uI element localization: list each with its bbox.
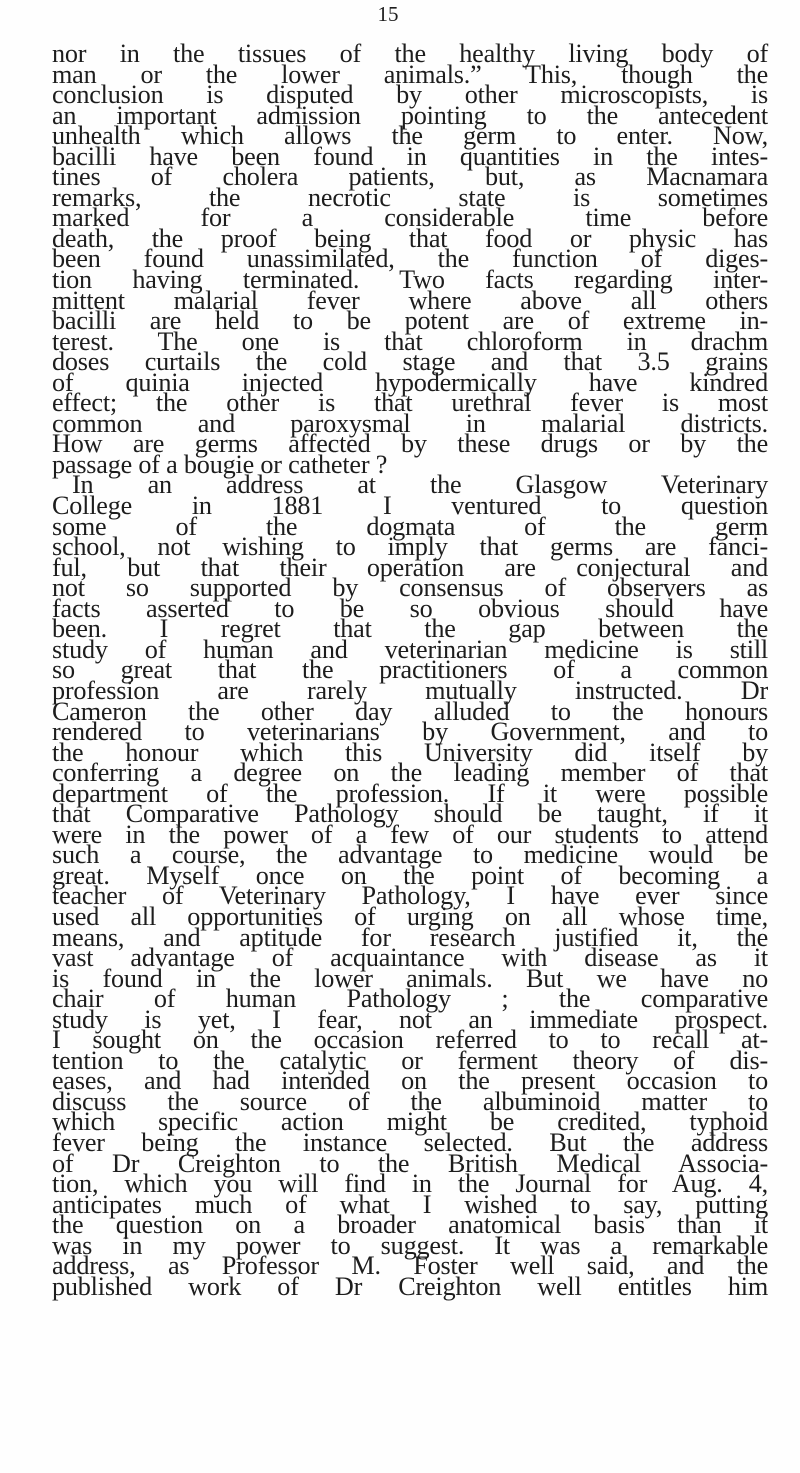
text-line: study is yet, I fear, not an immediate prospect. bbox=[52, 1004, 768, 1034]
text-line: bacilli have been found in quantities in the intes- bbox=[52, 141, 768, 171]
text-line: Cameron the other day alluded to the honours bbox=[52, 696, 768, 726]
text-line: means, and aptitude for research justified it, the bbox=[52, 922, 768, 952]
text-line: was in my power to suggest. It was a remarkable bbox=[52, 1230, 768, 1260]
text-line: conclusion is disputed by other microscopists, is bbox=[52, 80, 768, 110]
text-line: so great that the practitioners of a common bbox=[52, 655, 768, 685]
text-line: not so supported by consensus of observers as bbox=[52, 573, 768, 603]
text-line: such a course, the advantage to medicine would be bbox=[52, 840, 768, 870]
text-line: common and paroxysmal in malarial districts. bbox=[52, 408, 768, 438]
text-line: been. I regret that the gap between the bbox=[52, 614, 768, 644]
text-line: College in 1881 I ventured to question bbox=[52, 491, 768, 521]
text-line: effect; the other is that urethral fever is most bbox=[52, 388, 768, 418]
text-line: used all opportunities of urging on all whose time, bbox=[52, 901, 768, 931]
text-line: tention to the catalytic or ferment theory of dis- bbox=[52, 1045, 768, 1075]
text-line: study of human and veterinarian medicine is still bbox=[52, 634, 768, 664]
text-line: that Comparative Pathology should be taught, if it bbox=[52, 799, 768, 829]
text-line: eases, and had intended on the present occasion to bbox=[52, 1066, 768, 1096]
text-line: passage of a bougie or catheter ? bbox=[52, 449, 388, 479]
text-line: In an address at the Glasgow Veterinary bbox=[72, 470, 768, 500]
text-line: tines of cholera patients, but, as Macnamara bbox=[52, 162, 768, 192]
text-line: published work of Dr Creighton well entitles him bbox=[52, 1271, 768, 1301]
text-line: the question on a broader anatomical basis than it bbox=[52, 1210, 768, 1240]
text-line: is found in the lower animals. But we have no bbox=[52, 963, 768, 993]
text-line: unhealth which allows the germ to enter. Now, bbox=[52, 121, 768, 151]
text-line: fever being the instance selected. But the address bbox=[52, 1127, 768, 1157]
text-line: the honour which this University did itself by bbox=[52, 737, 768, 767]
text-line: teacher of Veterinary Pathology, I have ever since bbox=[52, 881, 768, 911]
text-line: anticipates much of what I wished to say, putting bbox=[52, 1189, 768, 1219]
page-number: 15 bbox=[377, 2, 399, 26]
text-line: remarks, the necrotic state is sometimes bbox=[52, 182, 768, 212]
text-line: were in the power of a few of our students to attend bbox=[52, 819, 768, 849]
text-line: marked for a considerable time before bbox=[52, 203, 768, 233]
text-line: tion, which you will find in the Journal for Aug. 4, bbox=[52, 1169, 768, 1199]
text-line: been found unassimilated, the function of diges- bbox=[52, 244, 768, 274]
text-line: How are germs affected by these drugs or by the bbox=[52, 429, 768, 459]
text-line: nor in the tissues of the healthy living body of bbox=[52, 39, 768, 68]
text-line: profession are rarely mutually instructed. Dr bbox=[52, 675, 768, 705]
text-line: address, as Professor M. Foster well said, and the bbox=[52, 1251, 768, 1281]
text-line: conferring a degree on the leading member of that bbox=[52, 758, 768, 788]
text-line: ful, but that their operation are conjectural and bbox=[52, 552, 768, 582]
text-line: chair of human Pathology ; the comparative bbox=[52, 984, 768, 1014]
text-line: terest. The one is that chloroform in drachm bbox=[52, 326, 768, 356]
text-line: school, not wishing to imply that germs are fanci- bbox=[52, 532, 768, 562]
text-line: some of the dogmata of the germ bbox=[52, 511, 768, 541]
text-column bbox=[52, 39, 768, 1301]
text-line: vast advantage of acquaintance with disease as it bbox=[52, 943, 768, 973]
text-line: discuss the source of the albuminoid matter to bbox=[52, 1086, 768, 1116]
text-line: doses curtails the cold stage and that 3.5 grains bbox=[52, 347, 768, 377]
text-line: tion having terminated. Two facts regarding inter- bbox=[52, 265, 768, 295]
text-line: of quinia injected hypodermically have kindred bbox=[52, 367, 768, 397]
text-line: I sought on the occasion referred to to recall at- bbox=[52, 1025, 768, 1055]
text-line: mittent malarial fever where above all others bbox=[52, 285, 768, 315]
text-line: great. Myself once on the point of becoming a bbox=[52, 860, 768, 890]
text-line: man or the lower animals.” This, though the bbox=[52, 59, 768, 89]
text-line: an important admission pointing to the antecedent bbox=[52, 100, 768, 130]
text-line: death, the proof being that food or physic has bbox=[52, 223, 768, 253]
text-line: of Dr Creighton to the British Medical Associa- bbox=[52, 1148, 768, 1178]
text-line: facts asserted to be so obvious should have bbox=[52, 593, 768, 623]
text-line: which specific action might be credited, typhoid bbox=[52, 1107, 768, 1137]
text-line: rendered to veterinarians by Government, and to bbox=[52, 717, 768, 747]
text-line: bacilli are held to be potent are of extreme in- bbox=[52, 306, 768, 336]
text-line: department of the profession. If it were possible bbox=[52, 778, 768, 808]
